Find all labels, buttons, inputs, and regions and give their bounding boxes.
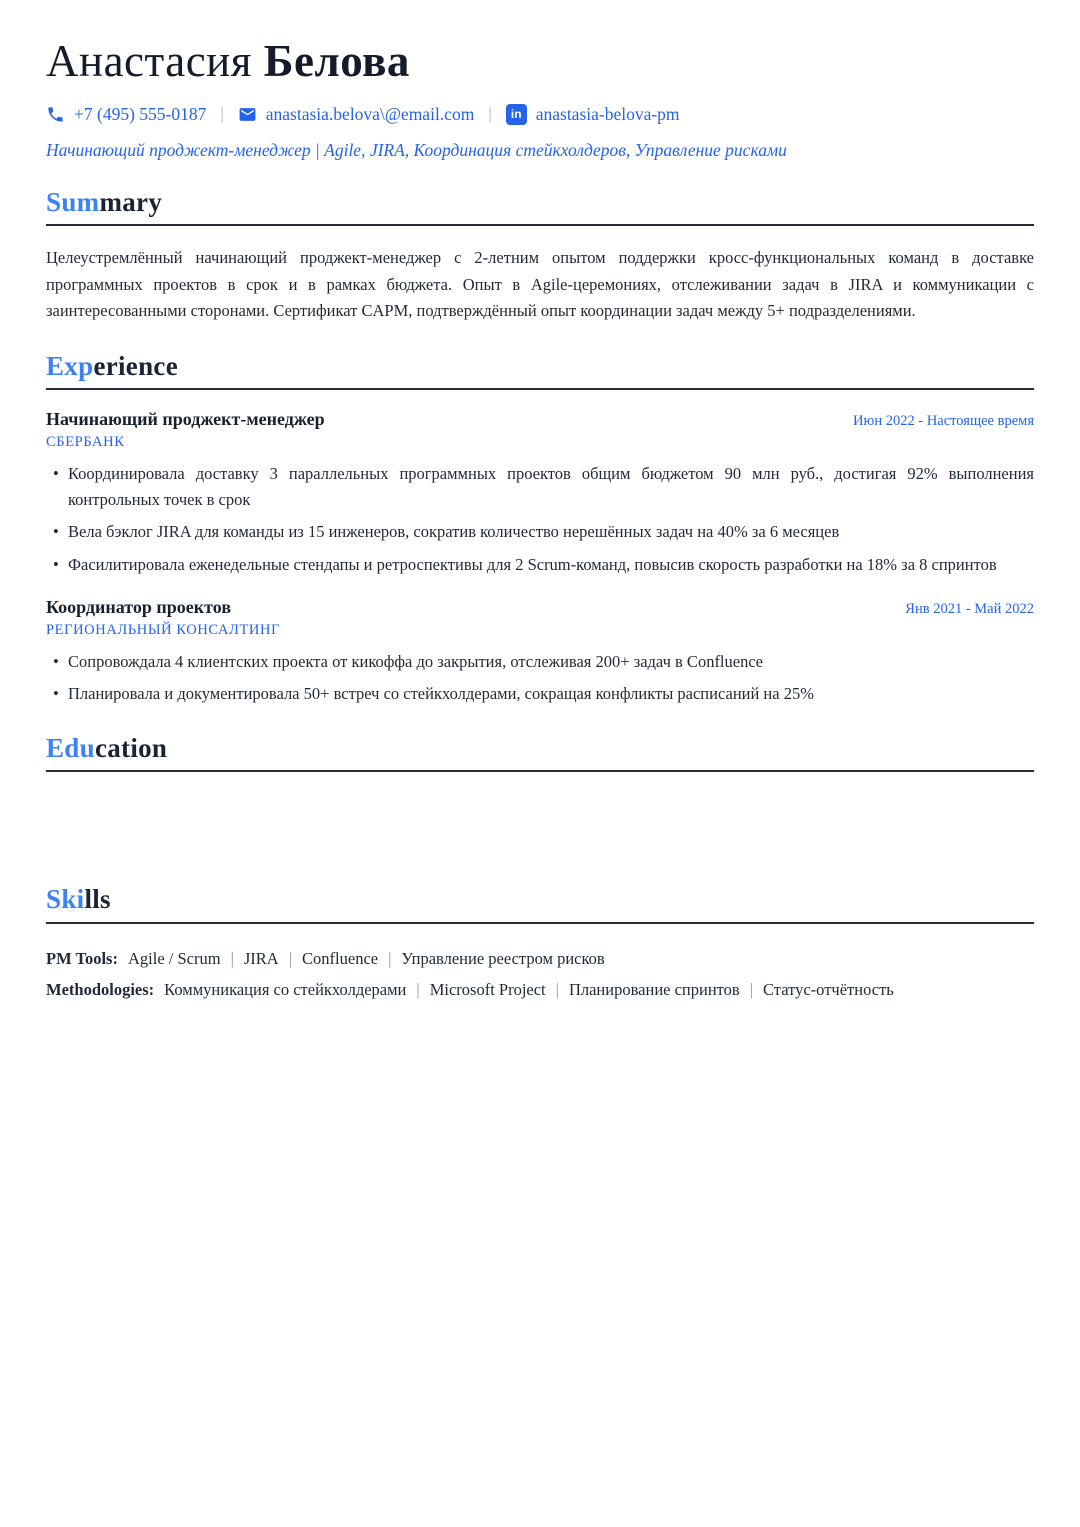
skill-item: Управление реестром рисков (401, 949, 605, 969)
job-entry (46, 597, 1034, 707)
job-company: РЕГИОНАЛЬНЫЙ КОНСАЛТИНГ (46, 621, 281, 638)
job-dates: Янв 2021 - Май 2022 (905, 600, 1034, 617)
section-summary (46, 188, 1034, 325)
skills-separator: | (388, 949, 392, 969)
job-bullet: • Планировала и документировала 50+ встреч со стейкхолдерами, сокращая конфликты расписаний на 25% (46, 681, 1034, 707)
job-dates: Июн 2022 - Настоящее время (853, 413, 1034, 430)
job-role: Начинающий проджект-менеджер (46, 409, 325, 430)
contact-separator: | (220, 104, 224, 124)
education-empty-area (46, 772, 1034, 858)
envelope-icon (238, 105, 257, 124)
skills-list (46, 946, 1034, 1002)
skills-separator: | (230, 949, 234, 969)
phone-icon (46, 105, 65, 124)
summary-heading-accent: Sum (46, 186, 100, 217)
section-skills (46, 885, 1034, 1002)
skill-item: Agile / Scrum (127, 949, 221, 969)
job-company: СБЕРБАНК (46, 434, 125, 451)
skill-item: Планирование спринтов (568, 979, 740, 999)
first-name: Анастасия (46, 36, 252, 86)
skills-separator: | (555, 979, 559, 999)
experience-heading (46, 352, 1034, 391)
contact-row (46, 104, 1034, 125)
skill-item: Коммуникация со стейкхолдерами (164, 979, 407, 999)
job-entry (46, 409, 1034, 577)
skill-item: Статус-отчётность (763, 979, 894, 999)
education-heading-rest: cation (94, 732, 168, 763)
job-list (46, 409, 1034, 706)
experience-heading-rest: erience (93, 350, 178, 381)
skills-row-label: PM Tools: (46, 949, 118, 969)
section-experience (46, 352, 1034, 707)
contact-text: anastasia.belova\@email.com (265, 103, 475, 124)
contact-separator: | (488, 104, 492, 124)
job-role: Координатор проектов (46, 596, 232, 617)
job-bullet: • Координировала доставку 3 параллельных программных проектов общим бюджетом 90 млн руб., достигая 92% выполнения контрольных точек в срок (46, 461, 1034, 512)
education-heading-accent: Edu (46, 732, 95, 763)
summary-heading (46, 188, 1034, 227)
tagline: Начинающий проджект-менеджер | Agile, JIRA, Координация стейкхолдеров, Управление рисками (46, 139, 787, 160)
education-heading (46, 734, 1034, 773)
skills-heading-rest: lls (84, 884, 111, 915)
job-bullet: • Вела бэклог JIRA для команды из 15 инженеров, сократив количество нерешённых задач на 40% за 6 месяцев (46, 519, 1034, 545)
summary-text: Целеустремлённый начинающий проджект-менеджер с 2-летним опытом поддержки кросс-функциональных команд в доставке программных проектов в срок и в рамках бюджета. Опыт в Agile-церемониях, отслеживании задач в JIRA и коммуникации с заинтересованными сторонами. Сертификат CAPM, подтверждённый опыт координации задач между 5+ подразделениями. (46, 248, 1034, 321)
skill-item: Confluence (302, 949, 379, 969)
contact-text: anastasia-belova-pm (535, 103, 680, 124)
contact-item-envelope[interactable] (238, 104, 475, 125)
section-education (46, 734, 1034, 859)
job-bullet: • Фасилитировала еженедельные стендапы и ретроспективы для 2 Scrum-команд, повысив скорость разработки на 18% за 8 спринтов (46, 552, 1034, 578)
last-name: Белова (263, 36, 410, 86)
skills-heading-accent: Ski (46, 884, 85, 915)
linkedin-icon: in (506, 104, 527, 125)
job-bullet: • Сопровождала 4 клиентских проекта от кикоффа до закрытия, отслеживая 200+ задач в Confluence (46, 649, 1034, 675)
contact-text: +7 (495) 555-0187 (74, 103, 207, 124)
skill-item: JIRA (243, 949, 279, 969)
contact-item-linkedin[interactable] (506, 104, 680, 125)
skills-heading (46, 885, 1034, 924)
skills-row (46, 977, 1034, 1003)
job-header (46, 409, 1034, 430)
job-bullets (46, 649, 1034, 707)
skills-separator: | (416, 979, 420, 999)
contact-item-phone[interactable] (46, 104, 206, 125)
skill-item: Microsoft Project (429, 979, 546, 999)
resume-header (46, 36, 1034, 161)
summary-heading-rest: mary (99, 186, 163, 217)
skills-row (46, 946, 1034, 972)
skills-separator: | (749, 979, 754, 999)
job-bullets (46, 461, 1034, 577)
skills-separator: | (288, 949, 293, 969)
skills-row-label: Methodologies: (46, 979, 155, 999)
job-header (46, 597, 1034, 618)
experience-heading-accent: Exp (46, 350, 94, 381)
person-name (46, 36, 1034, 88)
